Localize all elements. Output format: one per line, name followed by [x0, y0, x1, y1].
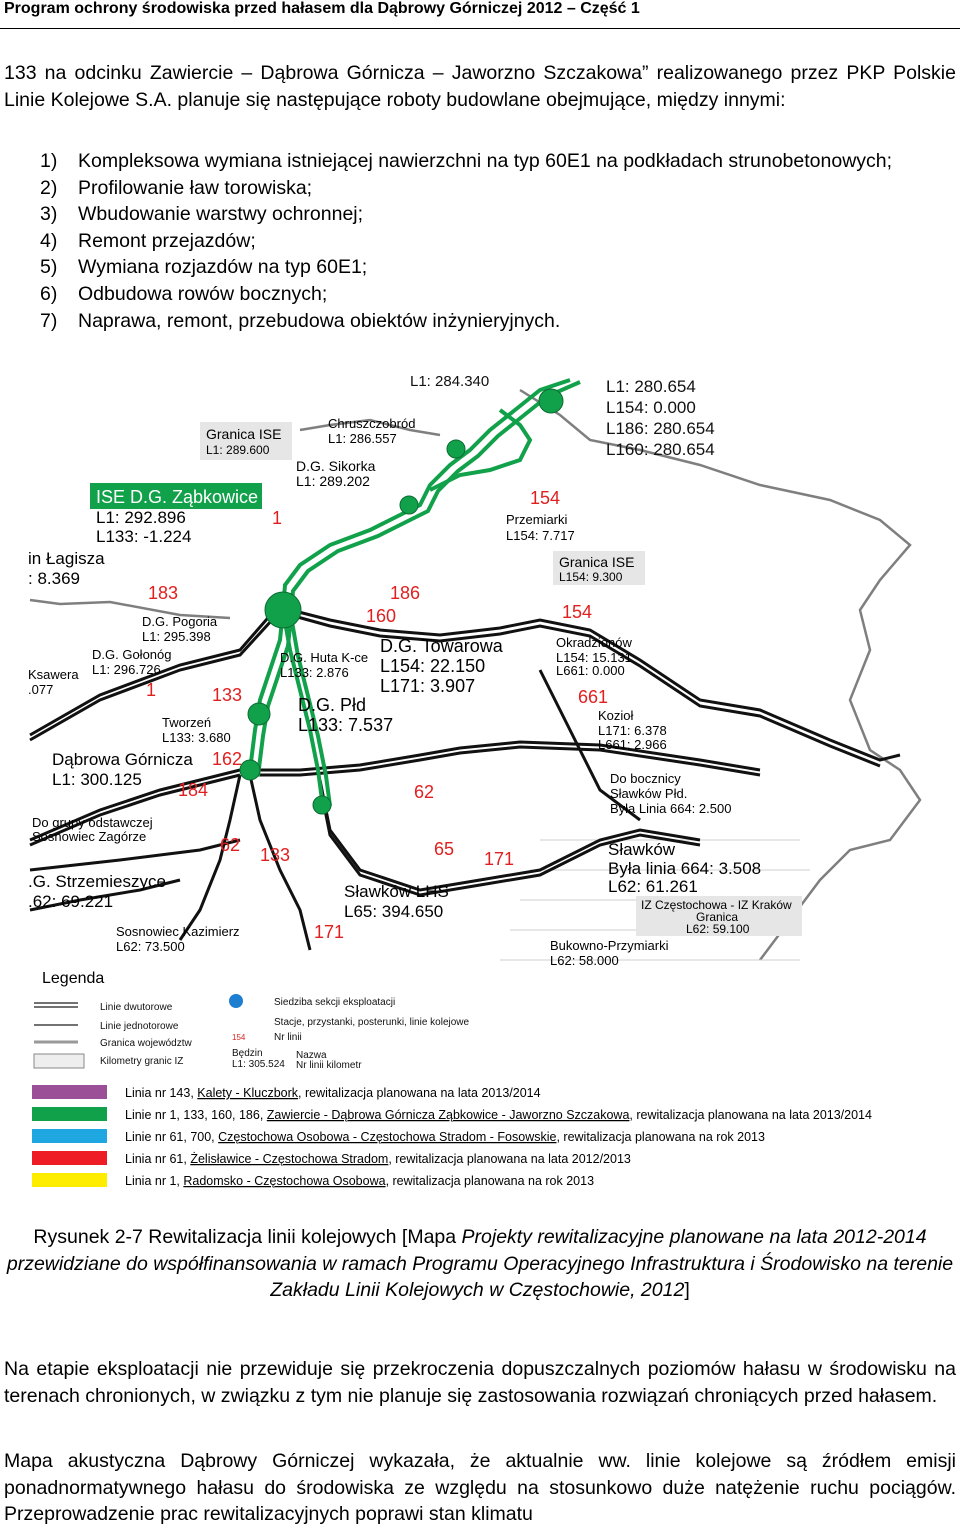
map-label: Do bocznicy [610, 771, 681, 786]
map-label: D.G. Sikorka [296, 458, 376, 474]
outro-paragraph-1: Na etapie eksploatacji nie przewiduje się przekroczenia dopuszczalnych poziomów hałasu w środowisku na terenach chronionych, w związku z tym nie planuje się zastosowania rozwiązań chroniących przed hałasem. [4, 1358, 956, 1407]
figure-caption: Rysunek 2-7 Rewitalizacja linii kolejowych [Mapa Projekty rewitalizacyjne planowane na lata 2012-2014 przewidziane do współfinansowania w ramach Programu Operacyjnego Infrastruktura i Środowisko na terenie Zakładu Linii Kolejowych w Częstochowie, 2012] [6, 1226, 954, 1302]
map-label: L186: 280.654 [606, 419, 715, 438]
legend-item: Linie jednotorowe [100, 1021, 179, 1032]
list-item: 6) Odbudowa rowów bocznych; [40, 282, 328, 305]
map-label: L62: 73.500 [116, 939, 185, 954]
color-legend-item: Linia nr 1, Radomsko - Częstochowa Osobowa, rewitalizacja planowana na rok 2013 [125, 1174, 595, 1188]
legend-item: Nr linii kilometr [296, 1060, 362, 1071]
list-item: 4) Remont przejazdów; [40, 229, 256, 252]
legend-sample: 154 [232, 1033, 246, 1042]
railway-map [0, 370, 960, 1200]
map-label: Sławków LHS [344, 882, 449, 901]
legend-item: Nr linii [274, 1032, 302, 1043]
line-number: 1 [146, 680, 157, 700]
map-label: .077 [28, 682, 54, 697]
line-number: 62 [220, 835, 241, 855]
map-label: L1: 296.726 [92, 662, 161, 677]
map-label: .62: 69.221 [28, 892, 114, 911]
map-label: Tworzeń [162, 715, 212, 730]
line-number: 154 [530, 488, 561, 508]
legend-item: Linie dwutorowe [100, 1002, 173, 1013]
map-label: L133: -1.224 [96, 527, 192, 546]
map-label: Była Linia 664: 2.500 [610, 801, 732, 816]
map-label: L1: 300.125 [52, 770, 142, 789]
map-label: L1: 289.202 [296, 473, 370, 489]
legend-item: Stacje, przystanki, posterunki, linie kolejowe [274, 1017, 470, 1028]
map-label: Granica ISE [206, 426, 282, 442]
legend-item: Siedziba sekcji eksploatacji [274, 997, 396, 1008]
map-label: Chruszczobród [328, 416, 416, 431]
map-label: .G. Strzemieszyce [28, 872, 166, 891]
legend-sample: Będzin [232, 1048, 263, 1059]
map-label: L1: 286.557 [328, 431, 397, 446]
map-label: Do grupy odstawczej [32, 815, 153, 830]
legend-title: Legenda [42, 970, 105, 987]
works-list [40, 148, 956, 334]
color-legend-item: Linia nr 143, Kalety - Kluczbork, rewitalizacja planowana na lata 2013/2014 [125, 1086, 541, 1100]
map-label: L62: 58.000 [550, 953, 619, 968]
color-legend-item: Linia nr 61, Żelisławice - Częstochowa Stradom, rewitalizacja planowana na lata 2012/2013 [125, 1152, 631, 1166]
map-label: L154: 15.131 [556, 650, 632, 665]
list-item: 2) Profilowanie ław torowiska; [40, 176, 313, 199]
map-label: L154: 0.000 [606, 398, 696, 417]
line-number: 171 [484, 849, 515, 869]
line-number: 133 [260, 845, 291, 865]
line-number: 62 [414, 782, 435, 802]
map-label: L154: 9.300 [559, 570, 623, 584]
list-item: 5) Wymiana rozjazdów na typ 60E1; [40, 256, 368, 279]
map-label: L154: 7.717 [506, 528, 575, 543]
map-label: L62: 61.261 [608, 877, 698, 896]
line-number: 184 [178, 780, 209, 800]
map-label: L661: 2.966 [598, 737, 667, 752]
header-divider [0, 28, 960, 29]
map-label: L171: 3.907 [380, 676, 476, 696]
line-number: 133 [212, 685, 243, 705]
map-label: L1: 289.600 [206, 443, 270, 457]
map-label: Dąbrowa Górnicza [52, 750, 193, 769]
map-label: D.G. Towarowa [380, 636, 503, 656]
color-legend-item: Linie nr 61, 700, Częstochowa Osobowa - Częstochowa Stradom - Fosowskie, rewitalizacja planowana na rok 2013 [125, 1130, 765, 1144]
map-label: L154: 22.150 [380, 656, 486, 676]
map-label: L62: 59.100 [686, 922, 750, 936]
line-number: 171 [314, 922, 345, 942]
line-number: 65 [434, 839, 455, 859]
color-legend-item: Linie nr 1, 133, 160, 186, Zawiercie - Dąbrowa Górnicza Ząbkowice - Jaworzno Szczakowa, rewitalizacja planowana na lata 2013/2014 [125, 1108, 872, 1122]
map-label: ISE D.G. Ząbkowice [96, 487, 259, 507]
map-label: in Łagisza [28, 549, 105, 568]
legend-item: Granica województw [100, 1038, 192, 1049]
map-label: Granica [696, 910, 739, 924]
legend-sample: L1: 305.524 [232, 1059, 285, 1070]
map-label: L65: 394.650 [344, 902, 444, 921]
line-number: 661 [578, 687, 609, 707]
map-label: L1: 280.654 [606, 377, 696, 396]
map-label: D.G. Pogoria [142, 614, 218, 629]
map-label: Ksawera [28, 667, 79, 682]
map-label: L160: 280.654 [606, 440, 715, 459]
map-label: Przemiarki [506, 512, 568, 527]
map-label: Sławków Płd. [610, 786, 688, 801]
map-label: : 8.369 [28, 569, 80, 588]
map-label: L171: 6.378 [598, 723, 667, 738]
map-label: Sławków [608, 840, 676, 859]
page-header [4, 0, 956, 30]
list-item: 1) Kompleksowa wymiana istniejącej nawierzchni na typ 60E1 na podkładach strunobetonowych; [40, 150, 893, 172]
map-label: Była linia 664: 3.508 [608, 859, 762, 878]
list-item: 7) Naprawa, remont, przebudowa obiektów inżynieryjnych. [40, 309, 561, 332]
map-label: L661: 0.000 [556, 663, 625, 678]
line-number: 183 [148, 583, 179, 603]
color-legend [32, 1085, 872, 1188]
line-number: 186 [390, 583, 421, 603]
line-number: 162 [212, 749, 243, 769]
line-number: 160 [366, 606, 397, 626]
map-label: L1: 284.340 [410, 373, 490, 390]
map-label: Okradzionów [556, 635, 632, 650]
map-label: Granica ISE [559, 554, 635, 570]
legend-item: Nazwa [296, 1050, 327, 1061]
map-label: Kozioł [598, 708, 634, 723]
map-label: D.G. Płd [298, 695, 367, 715]
map-label: L1: 295.398 [142, 629, 211, 644]
map-label: D.G. Huta K-ce [280, 650, 369, 665]
map-label: Sosnowiec Zagórze [32, 829, 147, 844]
map-label: Bukowno-Przymiarki [550, 938, 669, 953]
map-label: IZ Częstochowa - IZ Kraków [641, 898, 792, 912]
header-title: Program ochrony środowiska przed hałasem dla Dąbrowy Górniczej 2012 – Część 1 [4, 0, 640, 17]
legend-item: Kilometry granic IZ [100, 1056, 184, 1067]
list-item: 3) Wbudowanie warstwy ochronnej; [40, 203, 364, 226]
map-label: L133: 7.537 [298, 715, 394, 735]
map-label: D.G. Gołonóg [92, 647, 172, 662]
map-label: L133: 2.876 [280, 665, 349, 680]
line-number: 154 [562, 602, 593, 622]
outro-paragraph-2: Mapa akustyczna Dąbrowy Górniczej wykazała, że aktualnie ww. linie kolejowe są źródłem emisji ponadnormatywnego hałasu do środowiska ze względu na stosunkowo duże natężenie ruchu pociągów. Przeprowadzenie prac rewitalizacyjnych poprawi stan klimatu [4, 1450, 956, 1526]
line-number: 1 [272, 508, 283, 528]
intro-paragraph: 133 na odcinku Zawiercie – Dąbrowa Górnicza – Jaworzno Szczakowa” realizowanego przez PKP Polskie Linie Kolejowe S.A. planuje się następujące roboty budowlane obejmujące, między innymi: [4, 62, 956, 111]
map-label: Sosnowiec Kazimierz [116, 924, 240, 939]
map-label: L1: 292.896 [96, 508, 186, 527]
map-label: L133: 3.680 [162, 730, 231, 745]
